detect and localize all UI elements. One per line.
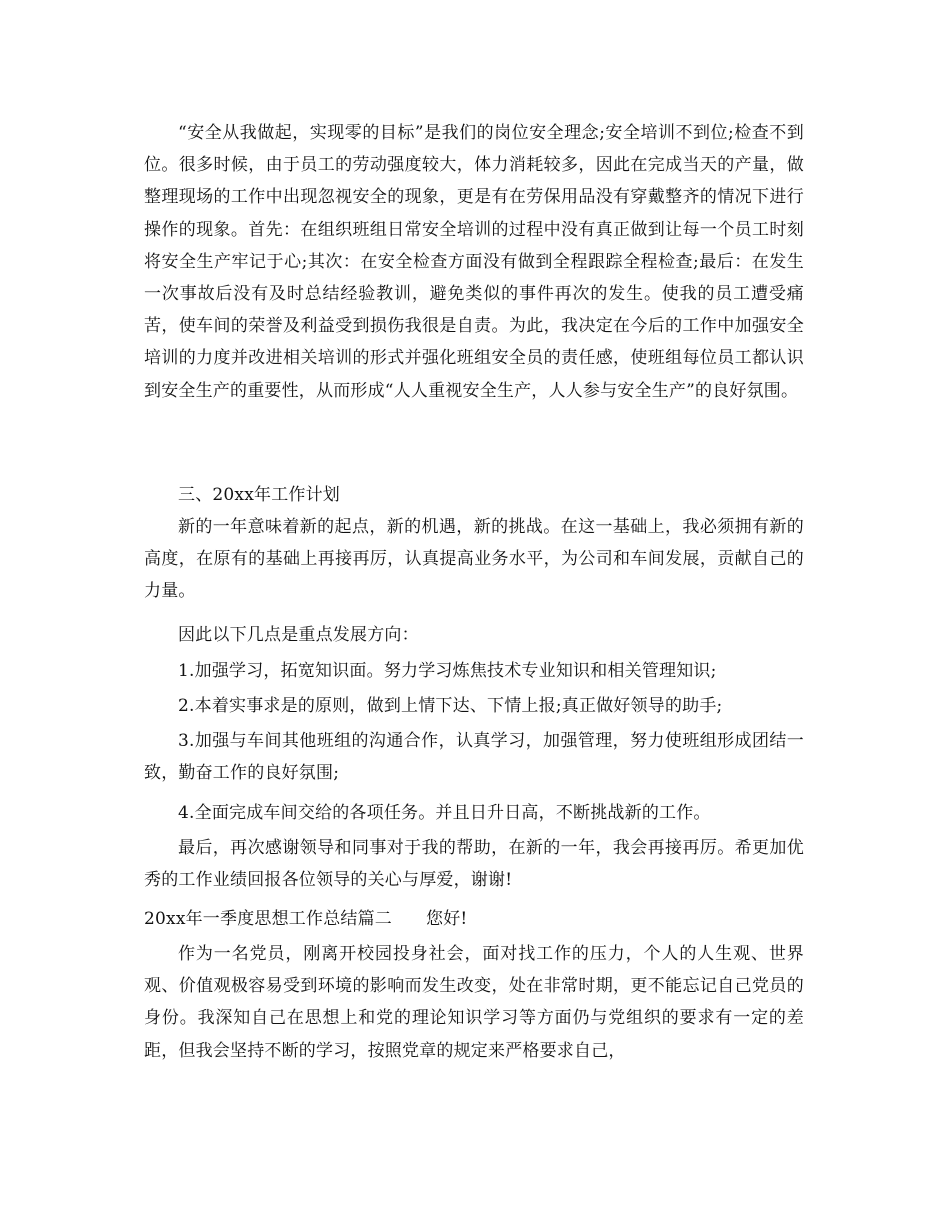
section-title: 20xx年一季度思想工作总结篇二 xyxy=(144,909,393,929)
section-heading-line xyxy=(144,903,804,935)
paragraph-new-year-goals: 新的一年意味着新的起点，新的机遇，新的挑战。在这一基础上，我必须拥有新的高度，在原有的基础上再接再厉，认真提高业务水平，为公司和车间发展，贡献自己的力量。 xyxy=(144,517,804,602)
paragraph-safety-reflection: “安全从我做起，实现零的目标”是我们的岗位安全理念;安全培训不到位;检查不到位。很多时候，由于员工的劳动强度较大，体力消耗较多，因此在完成当天的产量，做整理现场的工作中出现忽视安全的现象，更是有在劳保用品没有穿戴整齐的情况下进行操作的现象。首先：在组织班组日常安全培训的过程中没有真正做到让每一个员工时刻将安全生产牢记于心;其次：在安全检查方面没有做到全程跟踪全程检查;最后：在发生一次事故后没有及时总结经验教训，避免类似的事件再次的发生。使我的员工遭受痛苦，使车间的荣誉及利益受到损伤我很是自责。为此，我决定在今后的工作中加强安全培训的力度并改进相关培训的形式并强化班组安全员的责任感，使班组每位员工都认识到安全生产的重要性，从而形成“人人重视安全生产，人人参与安全生产”的良好氛围。 xyxy=(144,123,804,401)
heading-work-plan: 三、20xx年工作计划 xyxy=(178,485,341,505)
list-item-3: 3.加强与车间其他班组的沟通合作，认真学习，加强管理，努力使班组形成团结一致，勤奋工作的良好氛围; xyxy=(144,731,804,784)
paragraph-party-member: 作为一名党员，刚离开校园投身社会，面对找工作的压力，个人的人生观、世界观、价值观极容易受到环境的影响而发生改变，处在非常时期，更不能忘记自己党员的身份。我深知自己在思想上和党的理论知识学习等方面仍与党组织的要求有一定的差距，但我会坚持不断的学习，按照党章的规定来严格要求自己， xyxy=(144,944,804,1061)
greeting: 您好! xyxy=(426,909,468,929)
list-item-1: 1.加强学习，拓宽知识面。努力学习炼焦技术专业知识和相关管理知识; xyxy=(178,661,717,681)
list-item-4: 4.全面完成车间交给的各项任务。并且日升日高，不断挑战新的工作。 xyxy=(178,803,711,823)
paragraph-focus-intro: 因此以下几点是重点发展方向： xyxy=(178,625,419,645)
list-item-2: 2.本着实事求是的原则，做到上情下达、下情上报;真正做好领导的助手; xyxy=(178,696,723,716)
paragraph-thanks: 最后，再次感谢领导和同事对于我的帮助，在新的一年，我会再接再厉。希更加优秀的工作业绩回报各位领导的关心与厚爱，谢谢! xyxy=(144,838,804,891)
